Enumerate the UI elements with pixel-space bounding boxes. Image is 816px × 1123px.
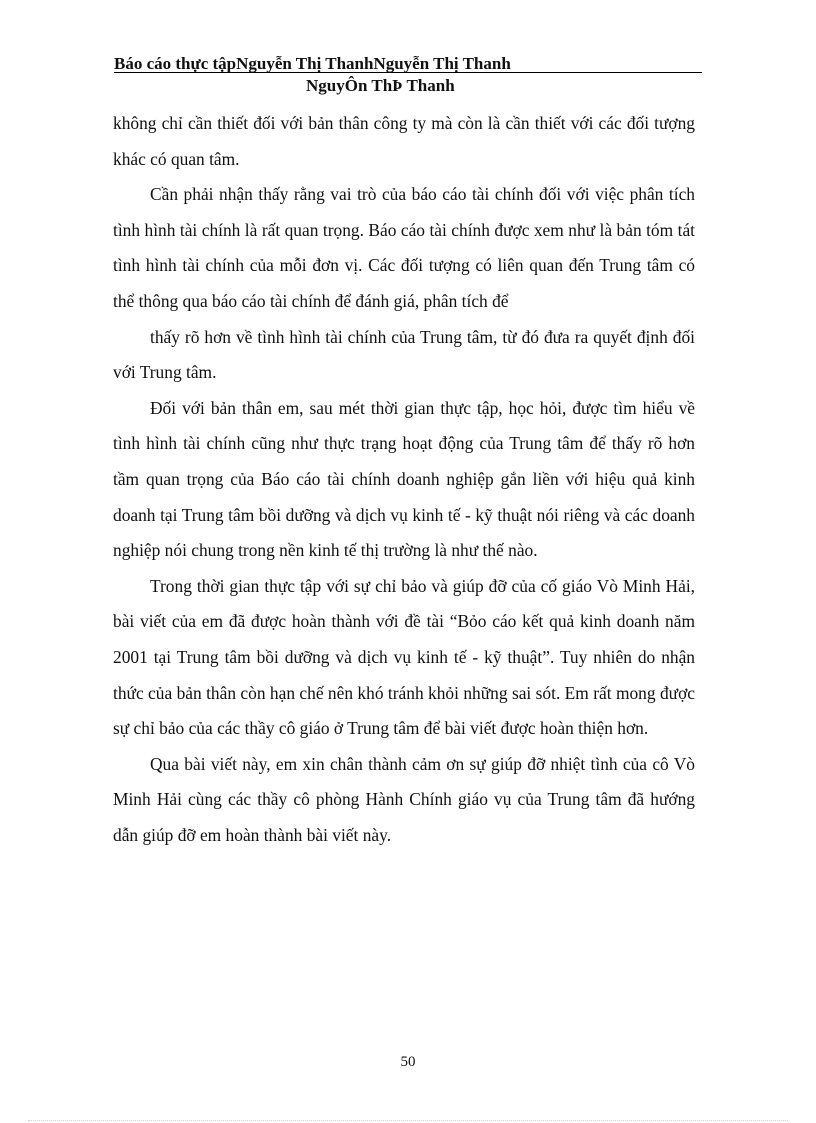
paragraph-4: Đối với bản thân em, sau mét thời gian thực tập, học hỏi, được tìm hiểu về tình hình tài chính cũng như thực trạng hoạt động của Trung tâm để thấy rõ hơn tầm quan trọng của Báo cáo tài chính doanh nghiệp gắn liền với hiệu quả kinh doanh tại Trung tâm bồi dưỡng và dịch vụ kinh tế - kỹ thuật nói riêng và các doanh nghiệp nói chung trong nền kinh tế thị trường là như thế nào. (113, 397, 695, 561)
header-title: Báo cáo thực tậpNguyễn Thị ThanhNguyễn Thị Thanh (114, 54, 511, 73)
page-number: 50 (400, 1054, 416, 1070)
page-header (114, 54, 702, 73)
paragraph-6: Qua bài viết này, em xin chân thành cảm ơn sự giúp đỡ nhiệt tình của cô Vò Minh Hải cùng các thầy cô phòng Hành Chính giáo vụ của Trung tâm đã hướng dẫn giúp đỡ em hoàn thành bài viết này. (113, 753, 695, 845)
paragraph-5: Trong thời gian thực tập với sự chỉ bảo và giúp đỡ của cố giáo Vò Minh Hải, bài viết của em đã được hoàn thành với đề tài “Bỏo cáo kết quả kinh doanh năm 2001 tại Trung tâm bồi dưỡng và dịch vụ kinh tế - kỹ thuật”. Tuy nhiên do nhận thức của bản thân còn hạn chế nên khó tránh khỏi những sai sót. Em rất mong được sự chỉ bảo của các thầy cô giáo ở Trung tâm để bài viết được hoàn thiện hơn. (113, 575, 695, 739)
header-author: NguyÔn ThÞ Thanh (306, 76, 455, 95)
paragraph-2: Cần phải nhận thấy rằng vai trò của báo cáo tài chính đối với việc phân tích tình hình tài chính là rất quan trọng. Báo cáo tài chính được xem như là bản tóm tát tình hình tài chính của mỗi đơn vị. Các đối tượng có liên quan đến Trung tâm có thể thông qua báo cáo tài chính để đánh giá, phân tích để (113, 184, 695, 311)
paragraph-1: không chỉ cần thiết đối với bản thân công ty mà còn là cần thiết với các đối tượng khác có quan tâm. (113, 113, 695, 169)
paragraph-3: thấy rõ hơn về tình hình tài chính của Trung tâm, từ đó đưa ra quyết định đối với Trung tâm. (113, 326, 695, 383)
body-text (113, 106, 695, 853)
page-bottom-divider (28, 1120, 788, 1121)
